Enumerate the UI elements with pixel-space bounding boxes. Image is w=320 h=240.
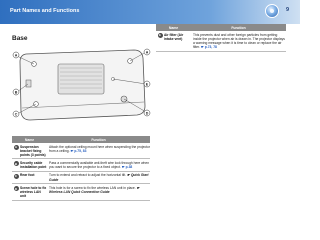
page-number: 9 <box>286 7 290 13</box>
function-text: This prevents dust and other foreign particles from getting inside the projector when air is drawn in. The projector displays a warning message when it is time to clean or replace the air filter. <box>193 32 285 50</box>
part-function <box>47 145 150 157</box>
callout-label: E <box>145 82 149 87</box>
parts-table-left <box>12 136 150 201</box>
callout-label: C <box>14 112 18 117</box>
table-header <box>156 24 286 31</box>
page-header <box>0 0 300 24</box>
column-header-function: Function <box>231 25 246 30</box>
page-reference-link[interactable]: ☛ p.73, 78 <box>200 45 217 50</box>
parts-table-right <box>156 24 286 52</box>
callout-label: B <box>14 90 18 95</box>
callout-label: A <box>145 50 149 55</box>
part-function <box>191 33 286 50</box>
part-name: Rear foot <box>20 173 35 178</box>
callout-label: A <box>14 53 18 58</box>
item-number-badge: C <box>14 174 18 179</box>
column-header-function: Function <box>91 137 106 142</box>
table-row <box>156 31 286 52</box>
part-function <box>47 173 150 182</box>
table-row <box>12 184 150 200</box>
part-name: Screw hole to fix wireless LAN unit <box>20 185 47 199</box>
guide-reference-link[interactable]: ☛ Wireless LAN Quick Connection Guide <box>49 185 140 195</box>
table-row <box>12 172 150 185</box>
item-number-badge: B <box>14 161 18 166</box>
part-function <box>47 186 150 198</box>
function-text: Turn to extend and retract to adjust the horizontal tilt. <box>49 173 127 178</box>
table-row <box>12 159 150 172</box>
part-name: Suspension bracket fixing points (3 points) <box>20 144 46 157</box>
page-reference-link[interactable]: ☛ p.38 <box>121 165 133 170</box>
function-text: Pass a commercially available anti-theft wire lock through here when you want to secure the projector to a fixed object. <box>49 160 150 170</box>
part-function <box>47 161 150 170</box>
column-header-name: Name <box>168 25 179 30</box>
projector-base-illustration <box>12 44 151 127</box>
part-name: Security cable installation point <box>20 160 47 169</box>
callout-label: D <box>145 111 149 116</box>
part-name: Air filter (Air intake vent) <box>164 32 184 41</box>
guide-reference-link[interactable]: ☛ Quick Start Guide <box>49 173 149 182</box>
column-header-name: Name <box>24 137 35 142</box>
table-row <box>12 143 150 159</box>
page-reference-link[interactable]: ☛ p.75, 83 <box>70 148 87 153</box>
projector-base-diagram <box>12 44 151 127</box>
table-header <box>12 136 150 143</box>
item-number-badge: D <box>14 186 18 191</box>
function-text: Attach the optional ceiling mount here when suspending the projector from a ceiling. <box>49 144 150 153</box>
item-number-badge: A <box>14 145 18 150</box>
item-number-badge: E <box>158 33 161 38</box>
home-icon[interactable] <box>265 4 279 18</box>
header-title: Part Names and Functions <box>10 8 80 14</box>
function-text: This hole is for a screw to fix the wireless LAN unit in place. <box>49 185 136 190</box>
section-title: Base <box>12 35 28 42</box>
